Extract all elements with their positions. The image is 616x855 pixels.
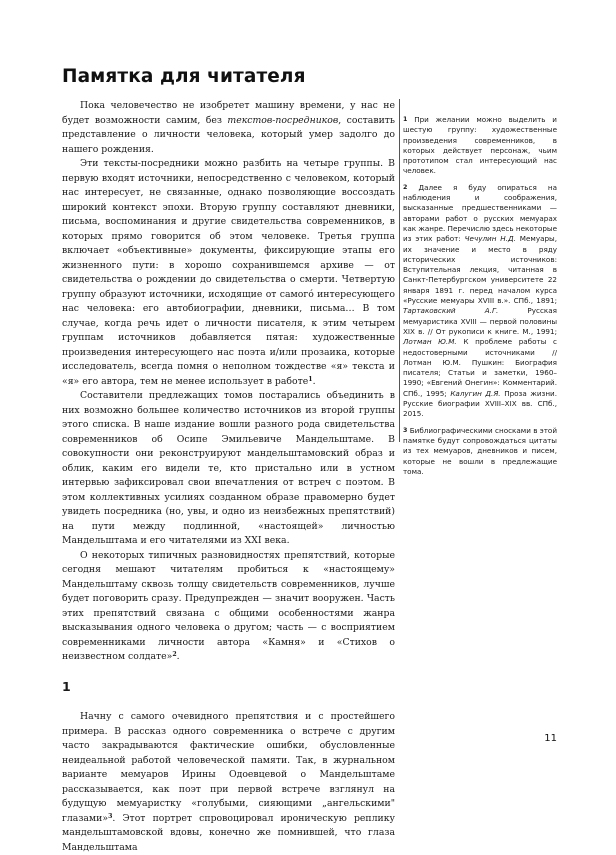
text-run: Мемуары, их значение и место в ряду исторических источников: Вступительная лекция, читанная в Санкт-Петербургском университете 22 января 1891 г. перед началом курса «Русские мемуары XVIII в.». СПб., 1891; xyxy=(403,234,557,306)
footnote xyxy=(403,115,557,177)
text-run: . xyxy=(176,651,180,662)
text-run: Далее я буду опираться на наблюдения и соображения, высказанные предшественниками — авторами работ о русских мемуарах как жанре. Перечислю здесь некоторые из этих работ: xyxy=(403,182,557,244)
italic-text: Тартаковский А.Г. xyxy=(403,306,499,316)
text-run: . xyxy=(312,375,316,387)
main-text-column xyxy=(62,99,395,855)
footnote-ref: 3 xyxy=(108,812,113,820)
body-paragraph xyxy=(62,710,395,855)
text-run: Пока человечество не изобретет машину времени, у нас не будет возможности самим, без xyxy=(62,100,395,126)
text-run: О некоторых типичных разновидностях препятствий, которые сегодня мешают читателям пробиться к «настоящему» Мандельштаму сквозь толщу свидетельств современников, лучше будет поговорить сразу. Предупрежден — значит вооружен. Часть этих препятствий связана с общими особенностями жанра высказывания одного человека о другом; часть — с восприятием современниками личности автора «Камня» и «Стихов о неизвестном солдате» xyxy=(62,549,395,662)
body-paragraph xyxy=(62,157,395,389)
text-run: Составители предлежащих томов постарались объединить в них возможно большее количество источников из второй группы этого списка. В наше издание вошли разного рода свидетельства современников об Осипе Эмильевиче Мандельштаме. В совокупности они реконструируют мандельштамовский образ и облик, каким его видели те, кто пристально или в устном интервью зафиксировал свои впечатления от встреч с поэтом. В этом коллективных усилиях созданном образе правомерно будет увидеть посредника (но, увы, и одно из неизбежных препятствий) на пути между подлинной, «настоящей» личностью Мандельштама и его читателями из XXI века. xyxy=(62,390,395,546)
text-run: Начну с самого очевидного препятствия и с простейшего примера. В рассказ одного современника о встрече с другим часто закрадываются фактические ошибки, обусловленные неидеальной работой человеческой памяти. Так, в журнальном варианте мемуаров Ирины Одоевцевой о Мандельштаме рассказывается, как поэт при первой встрече взглянул на будущую мемуаристку «голубыми, сияющими „ангельскими" глазами» xyxy=(62,711,395,824)
italic-text: Калугин Д.Я. xyxy=(450,388,501,398)
intro-paragraphs xyxy=(62,99,395,665)
italic-text: Чечулин Н.Д. xyxy=(464,234,516,244)
italic-text: Лотман Ю.М. xyxy=(403,337,457,347)
footnote-ref: 2 xyxy=(172,651,177,658)
text-run: Проза жизни. Русские биографии XVIII–XIX вв. СПб., 2015. xyxy=(403,388,557,419)
text-run: При желании можно выделить и шестую группу: художественные произведения современников, в которых действует персонаж, чьим прототипом стал интересующий нас человек. xyxy=(403,115,557,176)
body-paragraph xyxy=(62,549,395,665)
footnote xyxy=(403,183,557,420)
page-number: 11 xyxy=(544,733,557,744)
italic-text: текстов-посредников xyxy=(227,114,339,126)
body-paragraph xyxy=(62,99,395,157)
footnotes-column xyxy=(403,115,557,483)
footnote-number: 1 xyxy=(403,116,408,123)
section-paragraphs xyxy=(62,710,395,855)
text-run: Русская мемуаристика XVIII — первой половины XIX в. // От рукописи к книге. М., 1991; xyxy=(403,306,557,336)
text-run: Библиографическими сносками в этой памятке будут сопровождаться цитаты из тех мемуаров, дневников и писем, которые не вошли в предлежащие тома. xyxy=(403,425,557,476)
section-heading: 1 xyxy=(62,678,71,694)
body-paragraph xyxy=(62,389,395,549)
text-run: К проблеме работы с недостоверными источниками // Лотман Ю.М. Пушкин: Биография писателя; Статьи и заметки, 1960–1990; «Евгений Онегин»: Комментарий. СПб., 1995; xyxy=(403,337,557,398)
column-divider xyxy=(399,99,400,442)
text-run: . Этот портрет спровоцировал ироническую реплику мандельштамовской вдовы, конечно же помнившей, что глаза Мандельштама xyxy=(62,812,395,853)
footnote-number: 3 xyxy=(403,426,408,434)
text-run: Эти тексты-посредники можно разбить на четыре группы. В первую входят источники, непосредственно с человеком, который нас интересует, не связанные, однако позволяющие воссоздать широкий контекст эпохи. Вторую группу составляют дневники, письма, воспоминания и другие свидетельства современников, в которых прямо говорится об этом человеке. Третья группа включает «объективные» документы, фиксирующие этапы его жизненного пути: в хорошо сохранившемся архиве — от свидетельства о рождении до свидетельства о смерти. Четвертую группу образуют источники, исходящие от самогó интересующего нас человека: его автобиографии, дневники, письма… В том случае, когда речь идет о личности писателя, к этим четырем группам источников добавляется пятая: художественные произведения интересующего нас поэта и/или прозаика, которые исследователь, всегда помня о неполном тождестве «я» текста и «я» его автора, тем не менее использует в работе xyxy=(62,158,395,387)
text-run: , составить представление о личности человека, который умер задолго до нашего рождения. xyxy=(62,114,395,155)
page-title: Памятка для читателя xyxy=(62,66,306,87)
footnote xyxy=(403,426,557,477)
footnote-number: 2 xyxy=(403,183,408,191)
footnote-ref: 1 xyxy=(308,375,313,383)
